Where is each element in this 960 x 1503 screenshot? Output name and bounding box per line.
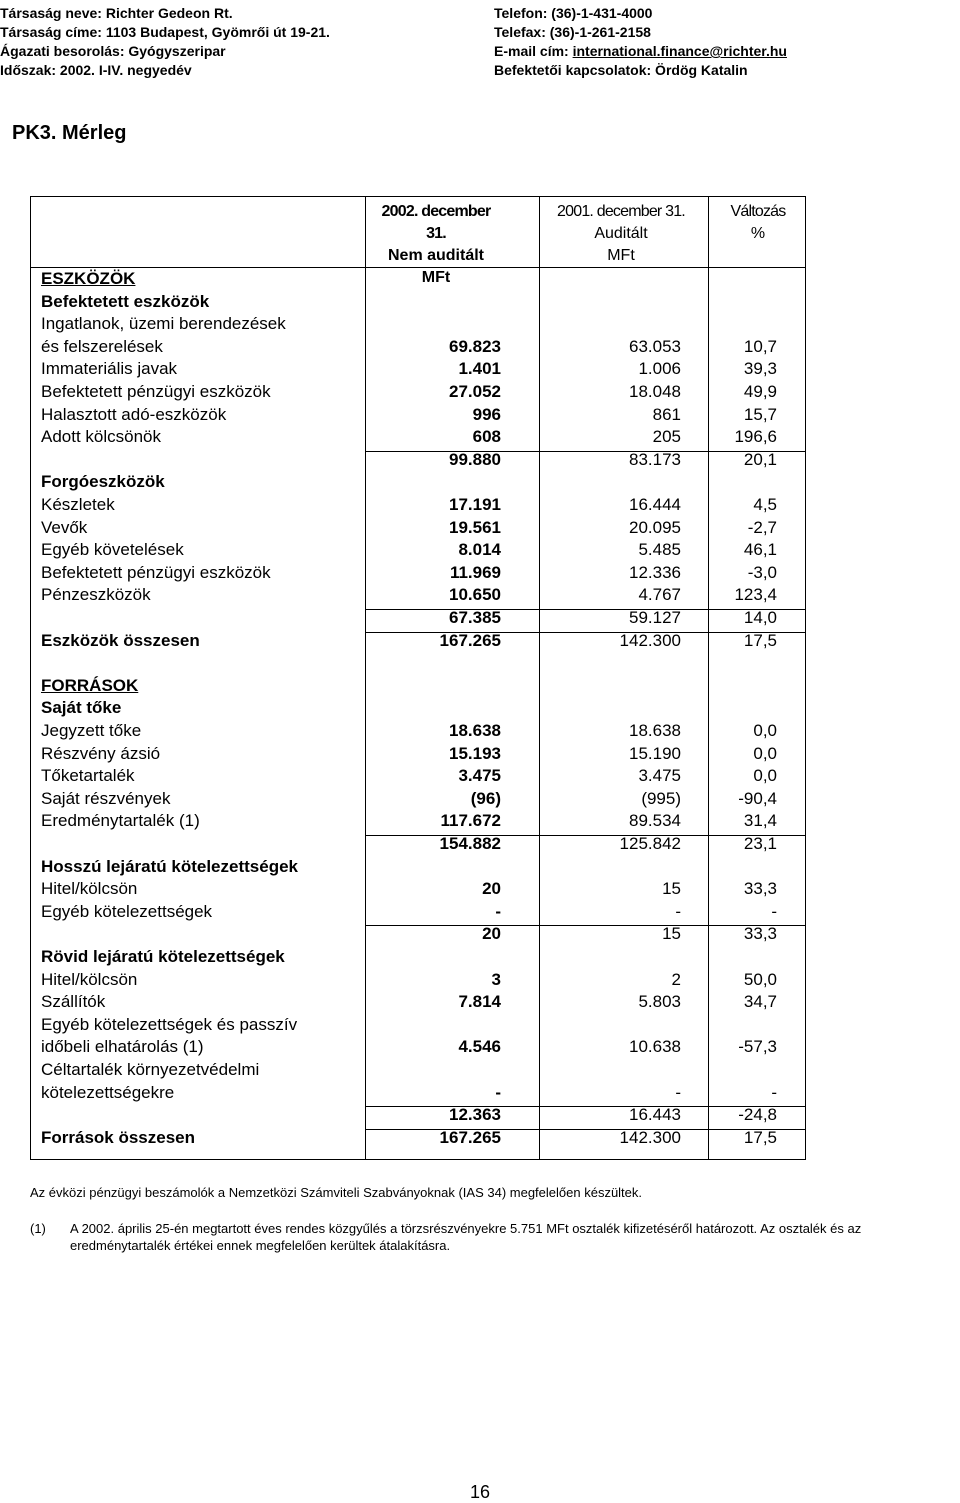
row-value-v2: - xyxy=(675,901,681,921)
row-label: Tőketartalék xyxy=(41,766,135,786)
row-value-v1: 117.672 xyxy=(440,811,501,831)
row-value-v3: -2,7 xyxy=(747,517,777,537)
row-label: Készletek xyxy=(41,495,115,514)
row-value-v3: -90,4 xyxy=(738,788,777,808)
row-label: Rövid lejáratú kötelezettségek xyxy=(41,947,285,966)
company-address: Társaság címe: 1103 Budapest, Gyömrői út 19-21. xyxy=(0,24,330,40)
row-value-v1: (96) xyxy=(470,788,501,808)
row-value-v1: 4.546 xyxy=(458,1037,501,1057)
row-value-v1: 18.638 xyxy=(449,721,501,740)
row-value-v1: 17.191 xyxy=(449,495,501,514)
col-divider xyxy=(708,197,709,1159)
row-value-v2: 861 xyxy=(652,404,681,424)
row-value-v2: 142.300 xyxy=(619,630,681,650)
row-value-v1: 20 xyxy=(482,879,501,899)
row-value-v2: 59.127 xyxy=(629,608,681,627)
row-label: Halasztott adó-eszközök xyxy=(41,404,227,424)
row-label: ESZKÖZÖK xyxy=(41,269,136,288)
row-value-v2: 83.173 xyxy=(629,449,681,469)
row-value-v1: 7.814 xyxy=(458,992,501,1012)
row-label: Pénzeszközök xyxy=(41,585,151,605)
row-value-v2: (995) xyxy=(641,788,681,808)
footnote-text: A 2002. április 25-én megtartott éves rendes közgyűlés a törzsrészvényekre 5.751 MFt osztalék kifizetéséről határozott. Az osztalék és az eredménytartalék értékei ennek megfelelően kerültek átalakításra. xyxy=(70,1221,862,1253)
row-value-v3: - xyxy=(771,901,777,921)
company-name: Társaság neve: Richter Gedeon Rt. xyxy=(0,5,233,21)
row-value-v3: 0,0 xyxy=(753,766,777,786)
row-value-v2: 125.842 xyxy=(619,834,681,853)
row-label: Forgóeszközök xyxy=(41,472,165,492)
row-label: Hosszú lejáratú kötelezettségek xyxy=(41,856,298,876)
row-value-v3: 33,3 xyxy=(743,879,777,899)
row-value-v2: 18.638 xyxy=(629,721,681,740)
email-line: E-mail cím: international.finance@richter.hu xyxy=(494,43,787,59)
phone: Telefon: (36)-1-431-4000 xyxy=(494,5,653,21)
row-label: Eszközök összesen xyxy=(41,630,200,650)
row-label: Befektetett eszközök xyxy=(41,291,210,311)
row-value-v3: 31,4 xyxy=(743,811,777,831)
row-value-v1: 3.475 xyxy=(458,766,501,786)
row-label: és felszerelések xyxy=(41,336,163,356)
row-value-v3: 0,0 xyxy=(753,743,777,763)
row-label: Befektetett pénzügyi eszközök xyxy=(41,382,271,401)
row-label: Ingatlanok, üzemi berendezések xyxy=(41,314,286,334)
row-value-v1: - xyxy=(495,1082,501,1102)
row-value-v1: - xyxy=(495,901,501,921)
row-value-v1: 8.014 xyxy=(458,540,501,560)
row-value-v1: 167.265 xyxy=(439,1127,501,1147)
row-value-v2: 3.475 xyxy=(638,766,681,786)
row-label: Eredménytartalék (1) xyxy=(41,811,200,831)
row-label: Vevők xyxy=(41,517,88,537)
col-header-2001: 2001. december 31. Auditált MFt xyxy=(557,203,685,264)
row-label: Hitel/kölcsön xyxy=(41,969,138,989)
row-value-v2: 5.485 xyxy=(638,540,681,560)
row-label: kötelezettségekre xyxy=(41,1082,175,1102)
industry: Ágazati besorolás: Gyógyszeripar xyxy=(0,43,226,59)
row-value-v3: 17,5 xyxy=(743,1127,777,1147)
row-label: Immateriális javak xyxy=(41,359,178,379)
row-value-v2: 20.095 xyxy=(629,517,681,537)
row-label: időbeli elhatárolás (1) xyxy=(41,1037,204,1057)
row-label: Részvény ázsió xyxy=(41,743,161,763)
row-value-v2: 89.534 xyxy=(629,811,681,831)
row-value-v3: -3,0 xyxy=(747,562,777,582)
row-label: Jegyzett tőke xyxy=(41,721,142,740)
row-label: Céltartalék környezetvédelmi xyxy=(41,1060,260,1079)
page-number: 16 xyxy=(469,1482,491,1502)
row-label: Saját részvények xyxy=(41,788,171,808)
page-title: PK3. Mérleg xyxy=(12,122,127,144)
row-value-v3: -24,8 xyxy=(738,1105,777,1125)
row-value-v3: 196,6 xyxy=(734,427,777,447)
row-value-v3: 46,1 xyxy=(743,540,777,560)
row-value-v2: 15 xyxy=(662,924,681,944)
row-value-v1: 10.650 xyxy=(449,585,501,605)
row-value-v3: 39,3 xyxy=(743,359,777,379)
row-value-v2: - xyxy=(675,1082,681,1102)
row-value-v2: 5.803 xyxy=(638,992,681,1012)
row-value-v1: 69.823 xyxy=(449,336,501,356)
ias-note: Az évközi pénzügyi beszámolók a Nemzetközi Számviteli Szabványoknak (IAS 34) megfelelően készültek. xyxy=(30,1185,643,1200)
row-value-v2: 18.048 xyxy=(629,382,681,401)
row-value-v3: 34,7 xyxy=(743,992,777,1012)
col-header-2002: 2002. december 31. Nem auditált MFt xyxy=(381,203,491,286)
col-divider xyxy=(539,197,540,1159)
row-value-v2: 15 xyxy=(662,879,681,899)
row-value-v1: 154.882 xyxy=(439,834,501,853)
row-value-v3: 50,0 xyxy=(743,969,777,989)
row-value-v3: 15,7 xyxy=(743,404,777,424)
row-value-v1: 996 xyxy=(472,404,501,424)
row-label: FORRÁSOK xyxy=(41,675,139,695)
row-value-v2: 16.443 xyxy=(629,1105,681,1125)
contact-info xyxy=(494,4,787,80)
company-info xyxy=(0,4,330,80)
row-label: Források összesen xyxy=(41,1127,196,1147)
row-value-v3: -57,3 xyxy=(738,1037,777,1057)
row-value-v1: 608 xyxy=(472,427,501,447)
row-value-v2: 142.300 xyxy=(619,1127,681,1147)
row-value-v1: 167.265 xyxy=(439,630,501,650)
row-label: Hitel/kölcsön xyxy=(41,879,138,899)
row-value-v2: 4.767 xyxy=(638,585,681,605)
row-value-v3: 14,0 xyxy=(743,608,777,627)
col-divider xyxy=(365,197,366,1159)
row-label: Befektetett pénzügyi eszközök xyxy=(41,562,271,582)
row-label: Adott kölcsönök xyxy=(41,427,162,447)
row-value-v1: 67.385 xyxy=(449,608,501,627)
row-value-v3: 17,5 xyxy=(743,630,777,650)
row-value-v1: 20 xyxy=(482,924,501,944)
row-label: Egyéb követelések xyxy=(41,540,184,560)
row-value-v2: 16.444 xyxy=(629,495,681,514)
row-value-v1: 99.880 xyxy=(449,449,501,469)
fax: Telefax: (36)-1-261-2158 xyxy=(494,24,651,40)
row-value-v1: 3 xyxy=(491,969,501,989)
row-value-v3: 0,0 xyxy=(753,721,777,740)
row-value-v1: 1.401 xyxy=(458,359,501,379)
row-value-v3: 49,9 xyxy=(743,382,777,401)
email-link[interactable]: international.finance@richter.hu xyxy=(572,43,787,59)
row-value-v1: 11.969 xyxy=(449,562,501,582)
row-value-v3: - xyxy=(771,1082,777,1102)
period: Időszak: 2002. I-IV. negyedév xyxy=(0,62,192,78)
row-value-v2: 12.336 xyxy=(629,562,681,582)
balance-sheet-table xyxy=(30,196,806,1160)
row-label: Egyéb kötelezettségek xyxy=(41,901,213,921)
row-value-v1: 12.363 xyxy=(449,1105,501,1125)
row-value-v3: 23,1 xyxy=(743,834,777,853)
row-value-v3: 4,5 xyxy=(753,495,777,514)
row-value-v1: 15.193 xyxy=(449,743,501,763)
row-value-v2: 1.006 xyxy=(638,359,681,379)
row-value-v2: 15.190 xyxy=(629,743,681,763)
investor-contact: Befektetői kapcsolatok: Ördög Katalin xyxy=(494,62,748,78)
row-label: Szállítók xyxy=(41,992,106,1012)
row-value-v3: 20,1 xyxy=(743,449,777,469)
row-value-v1: 27.052 xyxy=(449,382,501,401)
col-header-change: Változás % xyxy=(730,203,786,242)
row-value-v2: 205 xyxy=(652,427,681,447)
row-value-v3: 123,4 xyxy=(734,585,777,605)
row-label: Saját tőke xyxy=(41,698,122,718)
row-value-v1: 19.561 xyxy=(449,517,501,537)
row-value-v3: 10,7 xyxy=(743,336,777,356)
row-value-v2: 2 xyxy=(671,969,681,989)
row-value-v3: 33,3 xyxy=(743,924,777,944)
row-value-v2: 63.053 xyxy=(629,336,681,356)
row-label: Egyéb kötelezettségek és passzív xyxy=(41,1014,298,1034)
footnote-marker: (1) xyxy=(30,1221,46,1236)
row-value-v2: 10.638 xyxy=(629,1037,681,1057)
